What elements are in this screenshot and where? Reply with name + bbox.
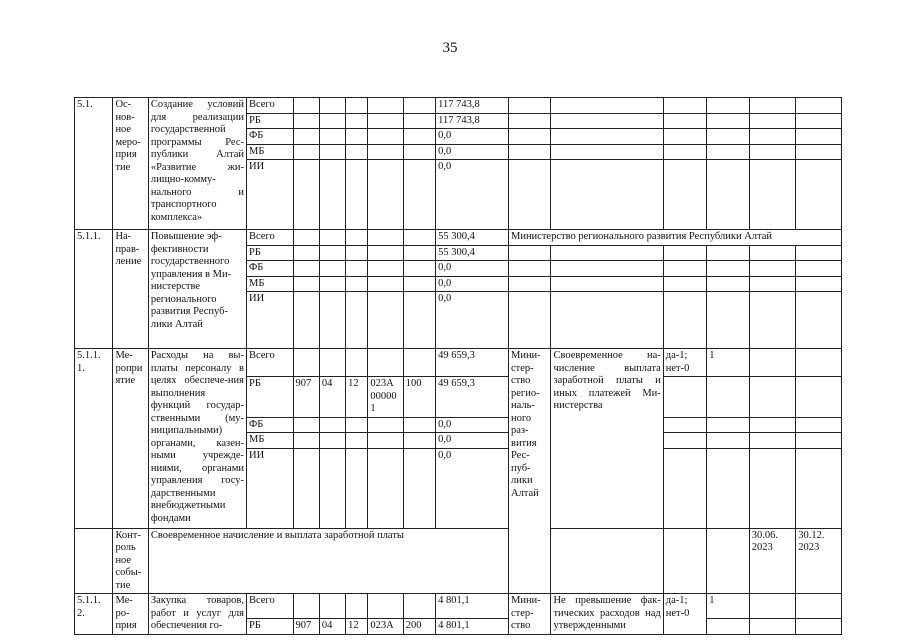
amount-cell: 117 743,8: [436, 98, 509, 114]
unit-cell: да-1; нет-0: [663, 594, 707, 635]
row-type: На- прав- ление: [113, 230, 148, 349]
vr-cell: 200: [403, 618, 435, 634]
row-number: 5.1.1. 1.: [75, 349, 113, 529]
source-cell: МБ: [246, 276, 293, 292]
source-cell: Всего: [246, 98, 293, 114]
pr-cell: 12: [346, 618, 368, 634]
csr-cell: 023А: [368, 618, 403, 634]
source-cell: Всего: [246, 594, 293, 619]
source-cell: ИИ: [246, 292, 293, 349]
table-row: [75, 594, 842, 619]
amount-cell: 49 659,3: [436, 377, 509, 418]
row-number: 5.1.: [75, 98, 113, 230]
source-cell: РБ: [246, 245, 293, 261]
value-cell: 1: [707, 349, 749, 377]
source-cell: Всего: [246, 230, 293, 246]
indicator-cell: Не превышение фак-тических расходов над утвержденными: [551, 594, 663, 635]
source-cell: ФБ: [246, 129, 293, 145]
row-number: 5.1.1. 2.: [75, 594, 113, 635]
executor-cell: Мини- стер- ство регио- наль- ного раз- вития Рес- пуб- лики Алтай: [508, 349, 550, 594]
amount-cell: 0,0: [436, 292, 509, 349]
row-name: Закупка товаров, работ и услуг для обеспечения го-: [148, 594, 246, 635]
source-cell: ИИ: [246, 160, 293, 230]
row-name: Создание условий для реализации государственной программы Рес-публики Алтай «Развитие жи-лищно-комму-нального и транспортного комплекса»: [148, 98, 246, 230]
pr-cell: 12: [346, 377, 368, 418]
row-type: Ос- нов- ное меро- прия тие: [113, 98, 148, 230]
row-number: 5.1.1.: [75, 230, 113, 349]
table-row: [75, 349, 842, 377]
amount-cell: 0,0: [436, 160, 509, 230]
source-cell: МБ: [246, 433, 293, 449]
source-cell: ФБ: [246, 417, 293, 433]
table-row: [75, 528, 842, 594]
program-table: [74, 97, 842, 635]
source-cell: ИИ: [246, 448, 293, 528]
row-type: Ме- ро- прия: [113, 594, 148, 635]
vr-cell: 100: [403, 377, 435, 418]
unit-cell: да-1; нет-0: [663, 349, 707, 377]
row-type: Ме- ропри ятие: [113, 349, 148, 529]
indicator-cell: Своевременное на-числение выплата заработной платы и иных платежей Ми-нистерства: [551, 349, 663, 529]
amount-cell: 49 659,3: [436, 349, 509, 377]
grbs-cell: 907: [293, 377, 319, 418]
table-row: [75, 98, 842, 114]
csr-cell: 023А 00000 1: [368, 377, 403, 418]
table-row: [75, 230, 842, 246]
rz-cell: 04: [319, 618, 345, 634]
date-start-cell: 30.06. 2023: [749, 528, 796, 594]
row-name: Повышение эф-фективности государственного управления в Ми-нистерстве регионального развития Респуб-лики Алтай: [148, 230, 246, 349]
amount-cell: 55 300,4: [436, 245, 509, 261]
source-cell: МБ: [246, 144, 293, 160]
amount-cell: 0,0: [436, 276, 509, 292]
amount-cell: 4 801,1: [436, 594, 509, 619]
date-end-cell: 30.12. 2023: [796, 528, 842, 594]
source-cell: РБ: [246, 618, 293, 634]
amount-cell: 0,0: [436, 448, 509, 528]
value-cell: 1: [707, 594, 749, 619]
grbs-cell: 907: [293, 618, 319, 634]
source-cell: Всего: [246, 349, 293, 377]
amount-cell: 55 300,4: [436, 230, 509, 246]
amount-cell: 0,0: [436, 144, 509, 160]
amount-cell: 0,0: [436, 261, 509, 277]
row-type: Конт- роль ное собы- тие: [113, 528, 148, 594]
amount-cell: 0,0: [436, 433, 509, 449]
row-name: Расходы на вы-платы персоналу в целях обеспече-ния выполнения функций государ-ственными (му-ниципальными) органами, казен-ными учрежде-ниями, органами управления госу-дарственными внебюджетными фондами: [148, 349, 246, 529]
executor-cell: Мини- стер- ство: [508, 594, 550, 635]
source-cell: РБ: [246, 113, 293, 129]
amount-cell: 0,0: [436, 417, 509, 433]
source-cell: ФБ: [246, 261, 293, 277]
amount-cell: 4 801,1: [436, 618, 509, 634]
control-event-name: Своевременное начисление и выплата заработной платы: [148, 528, 508, 594]
page-number: 35: [442, 40, 458, 56]
executor-cell: Министерство регионального развития Республики Алтай: [508, 230, 841, 246]
source-cell: РБ: [246, 377, 293, 418]
amount-cell: 0,0: [436, 129, 509, 145]
rz-cell: 04: [319, 377, 345, 418]
amount-cell: 117 743,8: [436, 113, 509, 129]
